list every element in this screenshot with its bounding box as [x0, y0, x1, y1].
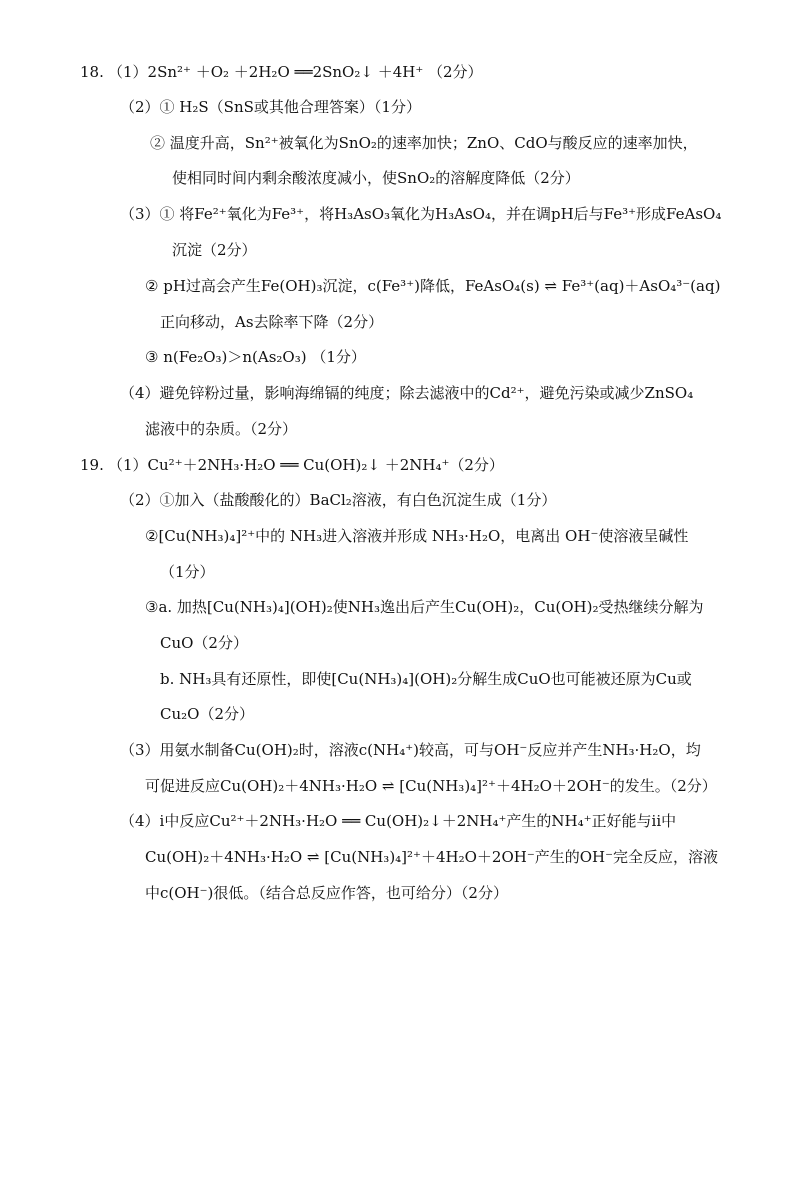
q19-part2-3b: b. NH₃具有还原性，即使[Cu(NH₃)₄](OH)₂分解生成CuO也可能被还原为Cu或: [160, 670, 692, 688]
q19-part2-3b-cont: Cu₂O（2分）: [160, 705, 254, 723]
q18-part3-1: （3）① 将Fe²⁺氧化为Fe³⁺，将H₃AsO₃氧化为H₃AsO₄，并在调pH后与Fe³⁺形成FeAsO₄: [120, 205, 722, 223]
q19-part1: （1）Cu²⁺＋2NH₃·H₂O ══ Cu(OH)₂↓ ＋2NH₄⁺（2分）: [108, 456, 504, 474]
q19-part2-3a-cont: CuO（2分）: [160, 634, 248, 652]
q18-part3-3: ③ n(Fe₂O₃)＞n(As₂O₃) （1分）: [145, 348, 366, 366]
q19-part4: （4）i中反应Cu²⁺＋2NH₃·H₂O ══ Cu(OH)₂↓＋2NH₄⁺产生的NH₄⁺正好能与ii中: [120, 812, 677, 830]
q19-part2-3a: ③a. 加热[Cu(NH₃)₄](OH)₂使NH₃逸出后产生Cu(OH)₂，Cu(OH)₂受热继续分解为: [145, 598, 704, 616]
q18-part4: （4）避免锌粉过量，影响海绵镉的纯度；除去滤液中的Cd²⁺，避免污染或减少ZnSO₄: [120, 384, 694, 402]
q18-part2-1: （2）① H₂S（SnS或其他合理答案）（1分）: [120, 98, 421, 116]
q19-part2-1: （2）①加入（盐酸酸化的）BaCl₂溶液，有白色沉淀生成（1分）: [120, 491, 557, 509]
q18-part2-2-cont: 使相同时间内剩余酸浓度减小，使SnO₂的溶解度降低（2分）: [172, 169, 580, 187]
q19-part4-cont2: 中c(OH⁻)很低。（结合总反应作答，也可给分）（2分）: [145, 884, 508, 902]
q18-number: 18.: [80, 63, 104, 81]
q19-number: 19.: [80, 456, 104, 474]
q19-part2-2-cont: （1分）: [160, 563, 215, 581]
q18-part1: （1）2Sn²⁺ ＋O₂ ＋2H₂O ══2SnO₂↓ ＋4H⁺ （2分）: [108, 63, 483, 81]
q19-part4-cont1: Cu(OH)₂＋4NH₃·H₂O ⇌ [Cu(NH₃)₄]²⁺＋4H₂O＋2OH⁻产生的OH⁻完全反应，溶液: [145, 848, 719, 866]
q18-part3-1-cont: 沉淀（2分）: [172, 241, 257, 259]
q18-part4-cont: 滤液中的杂质。（2分）: [145, 420, 298, 438]
q19-part3-cont: 可促进反应Cu(OH)₂＋4NH₃·H₂O ⇌ [Cu(NH₃)₄]²⁺＋4H₂O＋2OH⁻的发生。（2分）: [145, 777, 717, 795]
q18-part2-2: ② 温度升高，Sn²⁺被氧化为SnO₂的速率加快；ZnO、CdO与酸反应的速率加快，: [150, 134, 698, 152]
q18-part3-2-cont: 正向移动，As去除率下降（2分）: [160, 313, 384, 331]
q19-part3: （3）用氨水制备Cu(OH)₂时，溶液c(NH₄⁺)较高，可与OH⁻反应并产生NH₃·H₂O，均: [120, 741, 701, 759]
q19-part2-2: ②[Cu(NH₃)₄]²⁺中的 NH₃进入溶液并形成 NH₃·H₂O，电离出 OH⁻使溶液呈碱性: [145, 527, 689, 545]
q18-part3-2: ② pH过高会产生Fe(OH)₃沉淀，c(Fe³⁺)降低，FeAsO₄(s) ⇌ Fe³⁺(aq)＋AsO₄³⁻(aq): [145, 277, 721, 295]
